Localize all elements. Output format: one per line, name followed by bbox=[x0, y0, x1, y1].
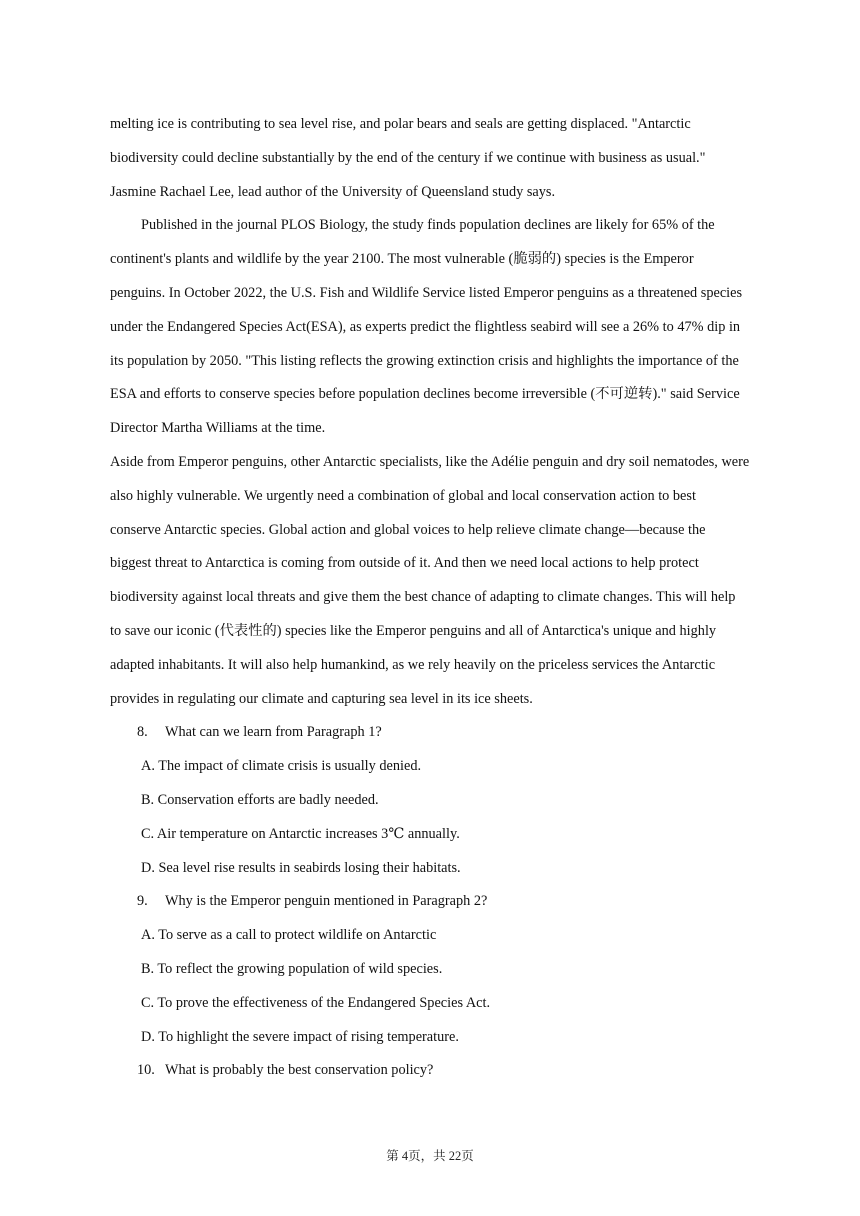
question-9 bbox=[110, 885, 750, 1054]
question-text: What can we learn from Paragraph 1? bbox=[165, 724, 382, 741]
option-d: D. To highlight the severe impact of rising temperature. bbox=[141, 1028, 459, 1045]
question-stem bbox=[110, 1054, 750, 1088]
option-a: A. The impact of climate crisis is usually denied. bbox=[141, 758, 422, 775]
question-8 bbox=[110, 716, 750, 885]
question-text: What is probably the best conservation policy? bbox=[165, 1062, 434, 1079]
question-stem bbox=[110, 716, 750, 750]
page-content bbox=[110, 108, 750, 1088]
option-c: C. Air temperature on Antarctic increases 3℃ annually. bbox=[141, 825, 460, 842]
question-text: Why is the Emperor penguin mentioned in Paragraph 2? bbox=[165, 893, 488, 910]
option-d: D. Sea level rise results in seabirds losing their habitats. bbox=[141, 859, 461, 876]
page-footer: 第 4页，共 22页 bbox=[386, 1149, 474, 1163]
question-stem bbox=[110, 885, 750, 919]
option-b: B. To reflect the growing population of wild species. bbox=[141, 960, 443, 977]
option-c: C. To prove the effectiveness of the Endangered Species Act. bbox=[141, 994, 491, 1011]
paragraph-3: Aside from Emperor penguins, other Antarctic specialists, like the Adélie penguin and dry soil nematodes, were also highly vulnerable. We urgently need a combination of global and local conservation action to best conserve Antarctic species. Global action and global voices to help relieve climate change—because the biggest threat to Antarctica is coming from outside of it. And then we need local actions to help protect biodiversity against local threats and give them the best chance of adapting to climate changes. This will help to save our iconic (代表性的) species like the Emperor penguins and all of Antarctica's unique and highly adapted inhabitants. It will also help humankind, as we rely heavily on the priceless services the Antarctic provides in regulating our climate and capturing sea level in its ice sheets. bbox=[110, 453, 750, 707]
question-10 bbox=[110, 1054, 750, 1088]
paragraph-1-tail: melting ice is contributing to sea level rise, and polar bears and seals are getting displaced. "Antarctic biodiversity could decline substantially by the end of the century if we continue with business as usual." Jasmine Rachael Lee, lead author of the University of Queensland study says. bbox=[110, 116, 706, 200]
question-number: 9. bbox=[137, 893, 148, 910]
paragraph-2: Published in the journal PLOS Biology, the study finds population declines are likely for 65% of the continent's plants and wildlife by the year 2100. The most vulnerable (脆弱的) species is the Emperor penguins. In October 2022, the U.S. Fish and Wildlife Service listed Emperor penguins as a threatened species under the Endangered Species Act(ESA), as experts predict the flightless seabird will see a 26% to 47% dip in its population by 2050. "This listing reflects the growing extinction crisis and highlights the importance of the ESA and efforts to conserve species before population declines become irreversible (不可逆转)." said Service Director Martha Williams at the time. bbox=[110, 217, 743, 437]
question-number: 8. bbox=[137, 724, 148, 741]
option-a: A. To serve as a call to protect wildlife on Antarctic bbox=[141, 927, 437, 944]
option-b: B. Conservation efforts are badly needed. bbox=[141, 791, 379, 808]
question-number: 10. bbox=[137, 1062, 155, 1079]
